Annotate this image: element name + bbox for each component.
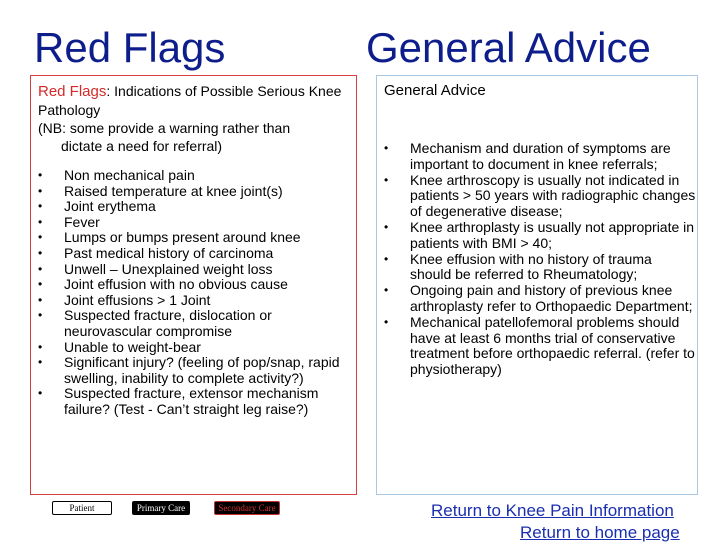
list-item: • Lumps or bumps present around knee xyxy=(38,230,356,246)
red-flags-heading xyxy=(38,82,353,155)
list-item: • Past medical history of carcinoma xyxy=(38,246,356,262)
list-item: • Non mechanical pain xyxy=(38,168,356,184)
list-item: • Ongoing pain and history of previous knee arthroplasty refer to Orthopaedic Department; xyxy=(384,283,696,315)
list-item: • Knee arthroplasty is usually not appropriate in patients with BMI > 40; xyxy=(384,220,696,252)
list-item: • Fever xyxy=(38,215,356,231)
red-flags-note-line2: dictate a need for referral) xyxy=(61,138,223,154)
general-advice-heading: General Advice xyxy=(384,82,486,99)
list-item: • Unwell – Unexplained weight loss xyxy=(38,262,356,278)
list-item: • Joint effusions > 1 Joint xyxy=(38,293,356,309)
patient-button[interactable]: Patient xyxy=(52,501,112,515)
red-flags-note-line1: (NB: some provide a warning rather than xyxy=(38,120,291,136)
list-item: • Mechanical patellofemoral problems should have at least 6 months trial of conservative treatment before orthopaedic referral. (refer to physiotherapy) xyxy=(384,315,696,378)
list-item: • Unable to weight-bear xyxy=(38,340,356,356)
general-advice-list xyxy=(384,141,696,378)
list-item: • Joint effusion with no obvious cause xyxy=(38,277,356,293)
general-advice-title: General Advice xyxy=(366,24,651,71)
list-item: • Mechanism and duration of symptoms are important to document in knee referrals; xyxy=(384,141,696,173)
red-flags-heading-text: : Indications of Possible Serious Knee Pathology xyxy=(38,83,342,118)
list-item: • Knee effusion with no history of trauma should be referred to Rheumatology; xyxy=(384,252,696,284)
list-item: • Suspected fracture, dislocation or neurovascular compromise xyxy=(38,308,356,339)
list-item: • Raised temperature at knee joint(s) xyxy=(38,184,356,200)
red-flags-heading-label: Red Flags xyxy=(38,83,107,100)
primary-care-button[interactable]: Primary Care xyxy=(132,501,190,515)
return-knee-pain-link[interactable]: Return to Knee Pain Information xyxy=(431,501,674,520)
list-item: • Joint erythema xyxy=(38,199,356,215)
red-flags-list xyxy=(38,168,356,418)
secondary-care-button[interactable]: Secondary Care xyxy=(214,501,280,515)
list-item: • Suspected fracture, extensor mechanism failure? (Test - Can’t straight leg raise?) xyxy=(38,386,356,417)
red-flags-title: Red Flags xyxy=(34,24,226,71)
list-item: • Significant injury? (feeling of pop/snap, rapid swelling, inability to complete activity?) xyxy=(38,355,356,386)
list-item: • Knee arthroscopy is usually not indicated in patients > 50 years with radiographic changes of degenerative disease; xyxy=(384,173,696,220)
return-home-link[interactable]: Return to home page xyxy=(520,523,680,542)
